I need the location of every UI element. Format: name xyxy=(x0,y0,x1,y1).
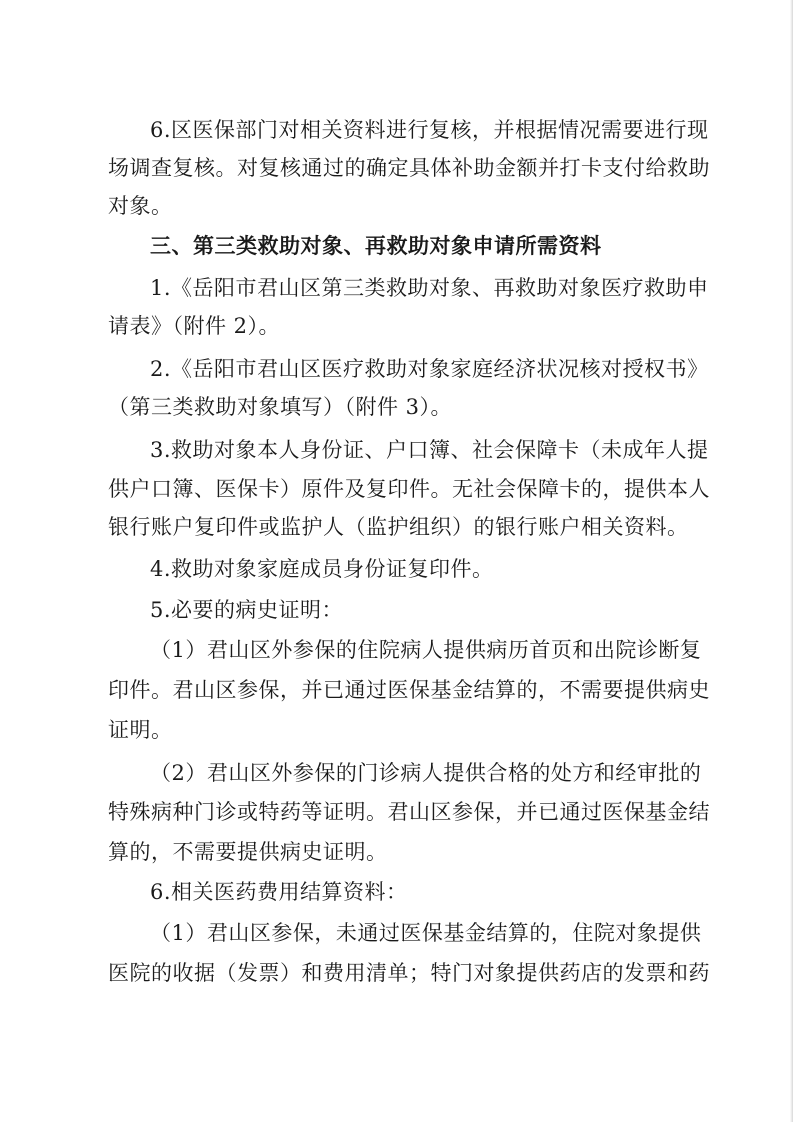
paragraph-line: 算的，不需要提供病史证明。 xyxy=(108,840,388,864)
paragraph-line: （1）君山区参保，未通过医保基金结算的，住院对象提供 xyxy=(150,921,702,945)
paragraph-line: 印件。君山区参保，并已通过医保基金结算的，不需要提供病史 xyxy=(108,678,710,702)
paragraph-line: （1）君山区外参保的住院病人提供病历首页和出院诊断复 xyxy=(150,638,702,662)
section-heading: 三、第三类救助对象、再救助对象申请所需资料 xyxy=(150,234,602,258)
paragraph-line: 银行账户复印件或监护人（监护组织）的银行账户相关资料。 xyxy=(108,515,689,539)
paragraph-line: 供户口簿、医保卡）原件及复印件。无社会保障卡的，提供本人 xyxy=(108,477,710,501)
paragraph-line: 3.救助对象本人身份证、户口簿、社会保障卡（未成年人提 xyxy=(150,438,709,462)
paragraph-line: 特殊病种门诊或特药等证明。君山区参保，并已通过医保基金结 xyxy=(108,800,710,824)
paragraph-line: 1.《岳阳市君山区第三类救助对象、再救助对象医疗救助申 xyxy=(150,276,709,300)
paragraph-line: 医院的收据（发票）和费用清单；特门对象提供药店的发票和药 xyxy=(108,961,710,985)
paragraph-line: （2）君山区外参保的门诊病人提供合格的处方和经审批的 xyxy=(150,761,702,785)
paragraph-line: 6.区医保部门对相关资料进行复核，并根据情况需要进行现 xyxy=(150,118,709,142)
paragraph-line: 对象。 xyxy=(108,194,173,218)
paragraph-line: （第三类救助对象填写）（附件 3）。 xyxy=(108,395,453,419)
paragraph-line: 场调查复核。对复核通过的确定具体补助金额并打卡支付给救助 xyxy=(108,156,710,180)
paragraph-line: 请表》（附件 2）。 xyxy=(108,314,281,338)
paragraph-line: 2.《岳阳市君山区医疗救助对象家庭经济状况核对授权书》 xyxy=(150,357,709,381)
paragraph-line: 4.救助对象家庭成员身份证复印件。 xyxy=(150,557,494,581)
paragraph-line: 证明。 xyxy=(108,718,173,742)
paragraph-line: 6.相关医药费用结算资料： xyxy=(150,880,408,904)
paragraph-line: 5.必要的病史证明： xyxy=(150,598,344,622)
